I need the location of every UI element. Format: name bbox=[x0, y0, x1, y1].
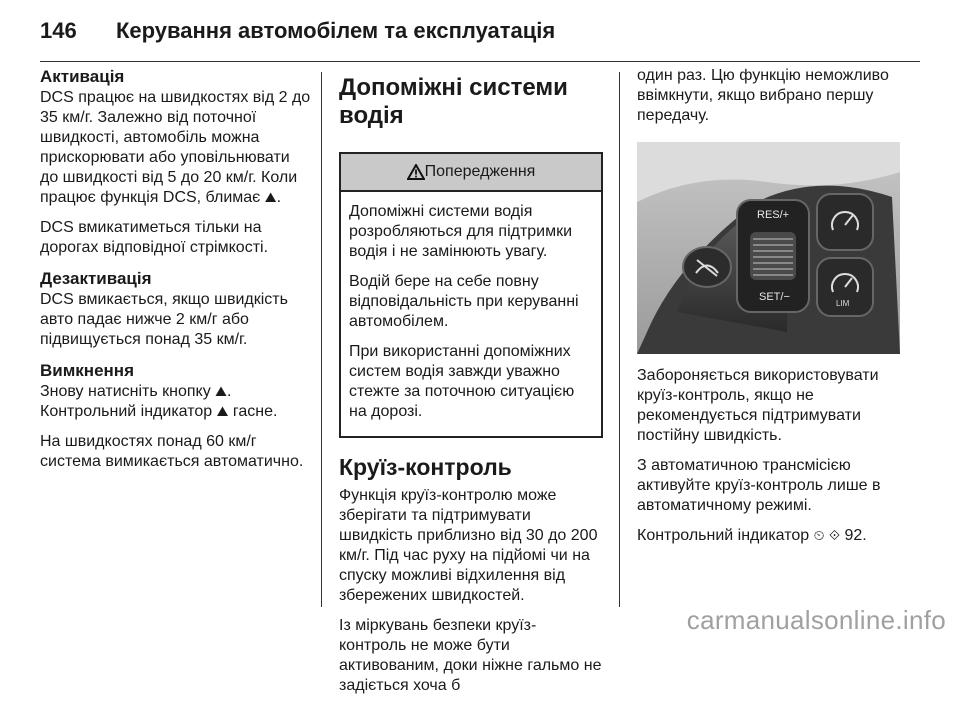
column-middle bbox=[339, 66, 603, 706]
off-paragraph-2: На швидкостях понад 60 км/г система вимикається автоматично. bbox=[40, 433, 304, 470]
cruise-paragraph: Функція круїз-контролю може зберігати та підтримувати швидкість приблизно від 30 до 200 км/г. Під час руху на підйомі чи на спуску можливі відхилення від збережених швидкостей. bbox=[339, 487, 598, 604]
page-number: 146 bbox=[40, 18, 77, 43]
column-divider bbox=[619, 72, 620, 607]
off-heading: Вимкнення bbox=[40, 361, 134, 380]
set-button-label: SET/− bbox=[759, 291, 790, 303]
cruise-paragraph-2: Із міркувань безпеки круїз-контроль не може бути активованим, доки ніжне гальмо не задіється хоча б bbox=[339, 617, 602, 694]
running-title: Керування автомобілем та експлуатація bbox=[116, 18, 556, 43]
page-header bbox=[40, 14, 920, 54]
cross-reference-icon[interactable]: ⟐ bbox=[829, 528, 841, 544]
deactivation-heading: Дезактивація bbox=[40, 269, 152, 288]
warning-triangle-icon bbox=[407, 164, 425, 180]
activation-paragraph-2: DCS вмикатиметься тільки на дорогах відповідної стрімкості. bbox=[40, 219, 269, 256]
steering-wheel-controls-photo bbox=[637, 142, 900, 354]
header-rule bbox=[40, 61, 920, 62]
warning-paragraph: Водій бере на себе повну відповідальність при керуванні автомобілем. bbox=[349, 273, 579, 330]
cruise-control-icon: ⏲ bbox=[813, 528, 825, 544]
warning-paragraph: При використанні допоміжних систем водія завжди уважно стежте за поточною ситуацією на дорозі. bbox=[349, 343, 575, 420]
activation-paragraph: DCS працює на швидкостях від 2 до 35 км/г. Залежно від поточної швидкості, автомобіль можна прискорювати або уповільнювати до швидкості від 5 до 20 км/г. Коли працює функція DCS, блимає ⛰. bbox=[40, 89, 311, 206]
right-paragraph-3: Контрольний індикатор ⏲ ⟐ 92. bbox=[637, 527, 867, 544]
right-paragraph-2: З автоматичною трансмісією активуйте круїз-контроль лише в автоматичному режимі. bbox=[637, 457, 881, 514]
res-button-label: RES/+ bbox=[757, 209, 790, 221]
warning-box bbox=[339, 152, 603, 438]
warning-paragraph: Допоміжні системи водія розробляються для підтримки водія і не замінюють увагу. bbox=[349, 203, 573, 260]
column-left bbox=[40, 66, 312, 482]
warning-body bbox=[341, 192, 601, 436]
deactivation-paragraph: DCS вмикається, якщо швидкість авто падає нижче 2 км/г або підвищується понад 35 км/г. bbox=[40, 291, 288, 348]
continuation-paragraph: один раз. Цю функцію неможливо ввімкнути, якщо вибрано першу передачу. bbox=[637, 67, 889, 124]
hill-descent-icon: ⛰ bbox=[264, 190, 277, 206]
column-right bbox=[637, 66, 907, 556]
hill-descent-icon: ⛰ bbox=[215, 384, 227, 400]
section-title: Допоміжні системи водія bbox=[339, 74, 568, 129]
column-divider bbox=[321, 72, 322, 607]
watermark: carmanualsonline.info bbox=[686, 605, 946, 635]
cruise-control-title: Круїз-контроль bbox=[339, 454, 512, 480]
off-paragraph: Знову натисніть кнопку ⛰. Контрольний індикатор ⛰ гасне. bbox=[40, 383, 278, 420]
right-paragraph: Забороняється використовувати круїз-контроль, якщо не рекомендується підтримувати постійну швидкість. bbox=[637, 367, 879, 444]
lim-button-label: LIM bbox=[836, 299, 850, 308]
warning-title-bar bbox=[341, 154, 601, 192]
warning-title: Попередження bbox=[424, 163, 536, 180]
activation-heading: Активація bbox=[40, 67, 125, 86]
hill-descent-icon: ⛰ bbox=[216, 404, 229, 420]
